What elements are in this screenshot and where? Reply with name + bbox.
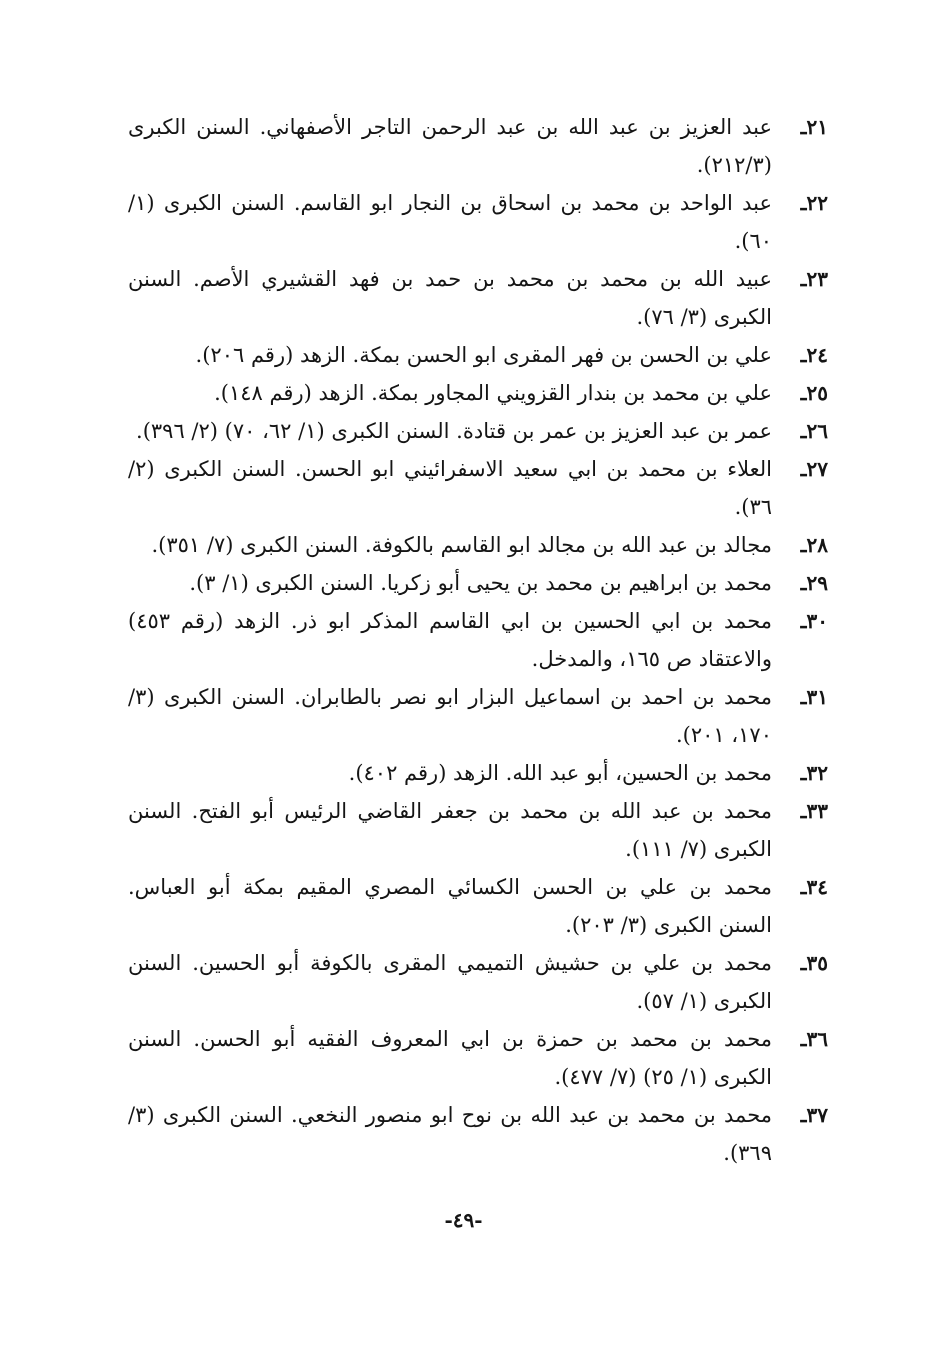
entry-text: علي بن الحسن بن فهر المقرى ابو الحسن بمكة. الزهد (رقم ٢٠٦). [195,343,772,367]
entry-text: محمد بن علي بن الحسن الكسائي المصري المقيم بمكة أبو العباس. السنن الكبرى (٣/ ٢٠٣). [128,875,772,937]
entry-number: ٣١ـ [800,685,828,709]
entry-text: عمر بن عبد العزيز بن عمر بن قتادة. السنن الكبرى (١/ ٦٢، ٧٠) (٢/ ٣٩٦). [136,419,772,443]
entry-text: عبيد الله بن محمد بن محمد بن حمد بن فهد القشيري الأصم. السنن الكبرى (٣/ ٧٦). [128,267,772,329]
entry-text: محمد بن علي بن حشيش التميمي المقرى بالكوفة أبو الحسين. السنن الكبرى (١/ ٥٧). [128,951,772,1013]
entry-text: محمد بن محمد بن حمزة بن ابي المعروف الفقيه أبو الحسن. السنن الكبرى (١/ ٢٥) (٧/ ٤٧٧). [128,1027,772,1089]
entry-text: عبد الواحد بن محمد بن اسحاق بن النجار ابو القاسم. السنن الكبرى (١/ ٦٠). [128,191,772,253]
list-entry [128,868,828,944]
list-entry [128,602,828,678]
list-entry [128,184,828,260]
list-entry [128,374,828,412]
entry-text: محمد بن محمد بن عبد الله بن نوح ابو منصور النخعي. السنن الكبرى (٣/ ٣٦٩). [128,1103,772,1165]
entry-number: ٢٦ـ [800,419,828,443]
entry-text: محمد بن احمد بن اسماعيل البزار ابو نصر بالطابران. السنن الكبرى (٣/ ١٧٠، ٢٠١). [128,685,772,747]
entry-number: ٢٩ـ [800,571,828,595]
list-entry [128,792,828,868]
list-entry [128,260,828,336]
list-entry [128,1020,828,1096]
list-entry [128,678,828,754]
entry-number: ٢٨ـ [800,533,828,557]
entry-text: علي بن محمد بن بندار القزويني المجاور بمكة. الزهد (رقم ١٤٨). [214,381,772,405]
entry-number: ٢٣ـ [800,267,828,291]
list-entry [128,526,828,564]
entry-number: ٢١ـ [800,115,828,139]
entry-number: ٢٧ـ [800,457,828,481]
entry-number: ٣٣ـ [800,799,828,823]
entry-text: مجالد بن عبد الله بن مجالد ابو القاسم بالكوفة. السنن الكبرى (٧/ ٣٥١). [151,533,772,557]
list-entry [128,336,828,374]
entry-number: ٣٤ـ [800,875,828,899]
list-entry [128,564,828,602]
entry-number: ٣٠ـ [800,609,828,633]
entry-number: ٣٦ـ [800,1027,828,1051]
page-number: -٤٩- [444,1208,483,1232]
entry-number: ٣٢ـ [800,761,828,785]
entry-number: ٣٥ـ [800,951,828,975]
entry-number: ٢٢ـ [800,191,828,215]
entry-number: ٢٥ـ [800,381,828,405]
entry-text: محمد بن ابراهيم بن محمد بن يحيى أبو زكريا. السنن الكبرى (١/ ٣). [189,571,772,595]
entry-text: العلاء بن محمد بن ابي سعيد الاسفرائيني ابو الحسن. السنن الكبرى (٢/ ٣٦). [128,457,772,519]
list-entry [128,1096,828,1172]
list-entry [128,412,828,450]
entry-text: محمد بن الحسين، أبو عبد الله. الزهد (رقم ٤٠٢). [348,761,772,785]
list-entry [128,108,828,184]
entry-number: ٢٤ـ [800,343,828,367]
list-entry [128,754,828,792]
entry-text: محمد بن ابي الحسين بن ابي القاسم المذكر ابو ذر. الزهد (رقم ٤٥٣) والاعتقاد ص ١٦٥، والمدخل. [128,609,772,671]
entry-text: محمد بن عبد الله بن محمد بن جعفر القاضي الرئيس أبو الفتح. السنن الكبرى (٧/ ١١١). [128,799,772,861]
list-entry [128,450,828,526]
entry-text: عبد العزيز بن عبد الله بن عبد الرحمن التاجر الأصفهاني. السنن الكبرى (٢١٢/٣). [128,115,772,177]
list-entry [128,944,828,1020]
entry-number: ٣٧ـ [800,1103,828,1127]
narrators-list [128,108,828,1172]
